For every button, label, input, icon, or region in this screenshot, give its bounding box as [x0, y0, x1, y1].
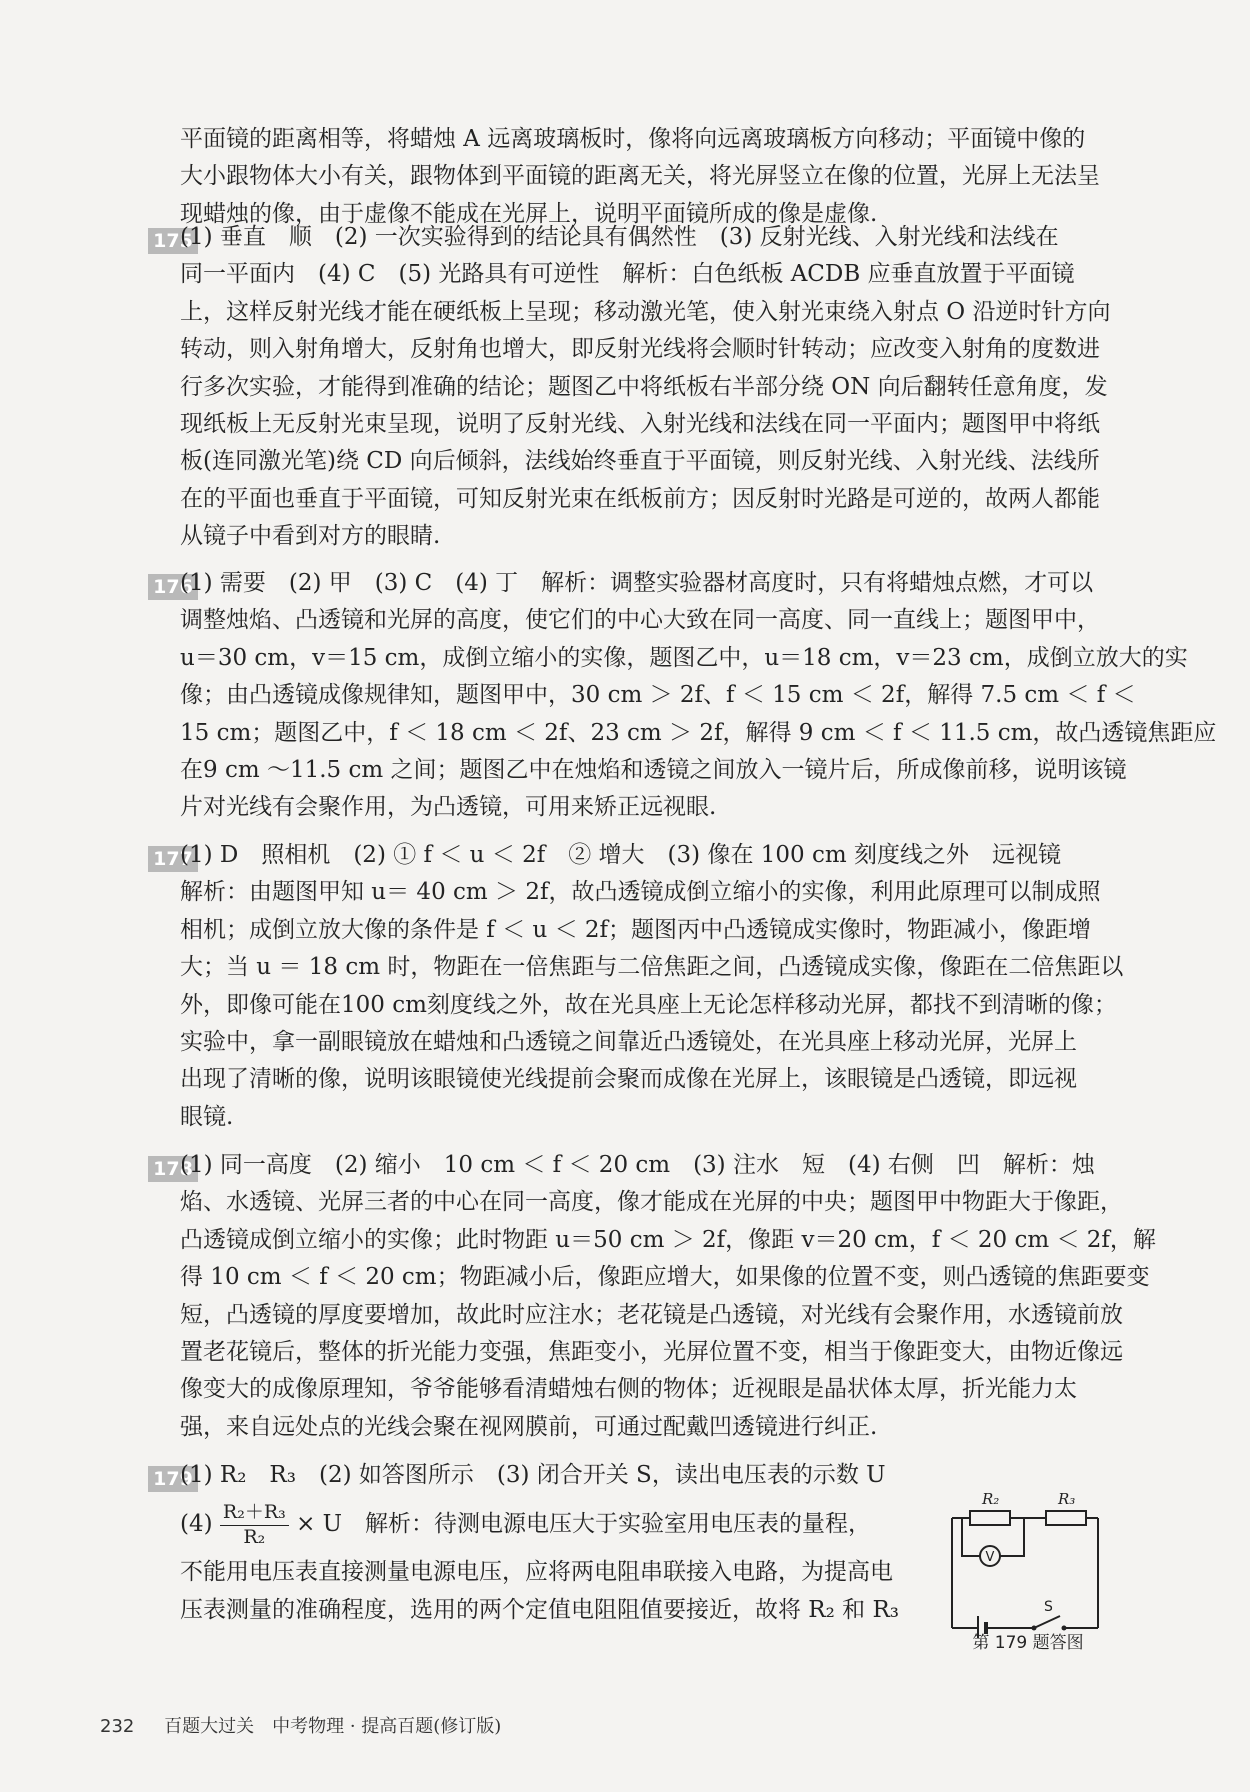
formula-fraction	[220, 1501, 289, 1550]
answer-line: 压表测量的准确程度，选用的两个定值电阻阻值要接近，故将 R₂ 和 R₃	[180, 1596, 900, 1623]
answer-line: 板(连同激光笔)绕 CD 向后倾斜，法线始终垂直于平面镜，则反射光线、入射光线、法线所	[180, 448, 1100, 475]
answer-line: 得 10 cm ＜ f ＜ 20 cm；物距减小后，像距应增大，如果像的位置不变，则凸透镜的焦距要变	[180, 1264, 1150, 1291]
formula-suffix: × U 解析：待测电源电压大于实验室用电压表的量程，	[296, 1511, 872, 1538]
voltmeter-label: V	[985, 1550, 995, 1565]
answer-line: 从镜子中看到对方的眼睛.	[180, 523, 441, 550]
answer-line: (1) 垂直 顺 (2) 一次实验得到的结论具有偶然性 (3) 反射光线、入射光线和法线在	[180, 224, 1059, 250]
answer-line: 实验中，拿一副眼镜放在蜡烛和凸透镜之间靠近凸透镜处，在光具座上移动光屏，光屏上	[180, 1028, 1077, 1055]
answer-line: 上，这样反射光线才能在硬纸板上呈现；移动激光笔，使入射光束绕入射点 O 沿逆时针方向	[180, 298, 1111, 325]
answer-line: 像变大的成像原理知，爷爷能够看清蜡烛右侧的物体；近视眼是晶状体太厚，折光能力太	[180, 1376, 1077, 1403]
question-number-176: 176	[148, 574, 198, 600]
answer-line: 不能用电压表直接测量电源电压，应将两电阻串联接入电路，为提高电	[180, 1559, 893, 1586]
question-number-178: 178	[148, 1156, 198, 1182]
answer-line: 出现了清晰的像，说明该眼镜使光线提前会聚而成像在光屏上，该眼镜是凸透镜，即远视	[180, 1066, 1077, 1093]
answer-line: 行多次实验，才能得到准确的结论；题图乙中将纸板右半部分绕 ON 向后翻转任意角度，发	[180, 373, 1108, 400]
answer-line: 现纸板上无反射光束呈现，说明了反射光线、入射光线和法线在同一平面内；题图甲中将纸	[180, 410, 1100, 437]
intro-paragraph	[180, 121, 1115, 233]
answer-line: 像；由凸透镜成像规律知，题图甲中，30 cm ＞ 2f、f ＜ 15 cm ＜ 2f，解得 7.5 cm ＜ f ＜	[180, 682, 1136, 709]
figure-caption: 第 179 题答图	[972, 1633, 1084, 1653]
answer-line: (1) 同一高度 (2) 缩小 10 cm ＜ f ＜ 20 cm (3) 注水 短 (4) 右侧 凹 解析：烛	[180, 1152, 1095, 1178]
formula-prefix: (4)	[180, 1511, 213, 1538]
answer-line: 同一平面内 (4) C (5) 光路具有可逆性 解析：白色纸板 ACDB 应垂直放置于平面镜	[180, 261, 1075, 288]
answer-line: 眼镜.	[180, 1103, 234, 1130]
resistor-r2	[970, 1511, 1010, 1525]
switch-lever	[1034, 1616, 1060, 1628]
intro-line: 大小跟物体大小有关，跟物体到平面镜的距离无关，将光屏竖立在像的位置，光屏上无法呈	[180, 163, 1100, 190]
answer-line: 置老花镜后，整体的折光能力变强，焦距变小，光屏位置不变，相当于像距变大，由物近像远	[180, 1338, 1123, 1365]
answer-177	[180, 837, 1124, 1136]
answer-line: 短，凸透镜的厚度要增加，故此时应注水；老花镜是凸透镜，对光线有会聚作用，水透镜前放	[180, 1301, 1123, 1328]
answer-line: u＝30 cm，v＝15 cm，成倒立缩小的实像，题图乙中，u＝18 cm，v＝23 cm，成倒立放大的实	[180, 644, 1188, 671]
answer-line: 凸透镜成倒立缩小的实像；此时物距 u＝50 cm ＞ 2f，像距 v＝20 cm，f ＜ 20 cm ＜ 2f，解	[180, 1226, 1156, 1253]
answer-line: 外，即像可能在100 cm刻度线之外，故在光具座上无论怎样移动光屏，都找不到清晰的像；	[180, 991, 1117, 1018]
answer-line: 15 cm；题图乙中，f ＜ 18 cm ＜ 2f、23 cm ＞ 2f，解得 9 cm ＜ f ＜ 11.5 cm，故凸透镜焦距应	[180, 719, 1217, 746]
answer-179	[180, 1457, 930, 1629]
voltmeter-wire	[1000, 1518, 1024, 1556]
answer-176	[180, 565, 1217, 827]
page-footer	[100, 1712, 501, 1738]
switch-label: S	[1044, 1599, 1053, 1615]
page-number: 232	[100, 1716, 135, 1737]
r2-label: R₂	[982, 1490, 1000, 1508]
answer-line: (1) D 照相机 (2) ① f ＜ u ＜ 2f ② 增大 (3) 像在 100 cm 刻度线之外 远视镜	[180, 842, 1061, 868]
fraction-denominator: R₂	[243, 1525, 266, 1548]
answer-line: 解析：由题图甲知 u＝ 40 cm ＞ 2f，故凸透镜成倒立缩小的实像，利用此原理可以制成照	[180, 879, 1101, 906]
question-number-175: 175	[148, 228, 198, 254]
intro-line: 现蜡烛的像，由于虚像不能成在光屏上，说明平面镜所成的像是虚像.	[180, 200, 878, 227]
answer-line: 焰、水透镜、光屏三者的中心在同一高度，像才能成在光屏的中央；题图甲中物距大于像距，	[180, 1189, 1123, 1216]
answer-line: (1) R₂ R₃ (2) 如答图所示 (3) 闭合开关 S，读出电压表的示数 U	[180, 1462, 886, 1488]
book-title: 百题大过关 中考物理 · 提高百题(修订版)	[164, 1716, 502, 1737]
answer-line: 大；当 u ＝ 18 cm 时，物距在一倍焦距与二倍焦距之间，凸透镜成实像，像距在二倍焦距以	[180, 954, 1124, 981]
answer-line: (1) 需要 (2) 甲 (3) C (4) 丁 解析：调整实验器材高度时，只有将蜡烛点燃，才可以	[180, 570, 1094, 596]
answer-line: 片对光线有会聚作用，为凸透镜，可用来矫正远视眼.	[180, 794, 717, 821]
answer-line: 在的平面也垂直于平面镜，可知反射光束在纸板前方；因反射时光路是可逆的，故两人都能	[180, 485, 1100, 512]
question-number-179: 179	[148, 1466, 198, 1492]
intro-line: 平面镜的距离相等，将蜡烛 A 远离玻璃板时，像将向远离玻璃板方向移动；平面镜中像的	[180, 126, 1086, 152]
question-number-177: 177	[148, 846, 198, 872]
answer-line-formula	[180, 1494, 930, 1554]
r3-label: R₃	[1058, 1490, 1076, 1508]
answer-line: 相机；成倒立放大像的条件是 f ＜ u ＜ 2f；题图丙中凸透镜成实像时，物距减小，像距增	[180, 916, 1092, 943]
answer-175	[180, 219, 1115, 556]
answer-line: 在9 cm ～11.5 cm 之间；题图乙中在烛焰和透镜之间放入一镜片后，所成像前移，说明该镜	[180, 756, 1127, 783]
answer-line: 调整烛焰、凸透镜和光屏的高度，使它们的中心大致在同一高度、同一直线上；题图甲中，	[180, 607, 1100, 634]
answer-line: 转动，则入射角增大，反射角也增大，即反射光线将会顺时针转动；应改变入射角的度数进	[180, 336, 1100, 363]
circuit-diagram	[938, 1488, 1118, 1638]
resistor-r3	[1046, 1511, 1086, 1525]
fraction-numerator: R₂＋R₃	[220, 1501, 289, 1526]
answer-178	[180, 1147, 1156, 1446]
answer-line: 强，来自远处点的光线会聚在视网膜前，可通过配戴凹透镜进行纠正.	[180, 1413, 878, 1440]
